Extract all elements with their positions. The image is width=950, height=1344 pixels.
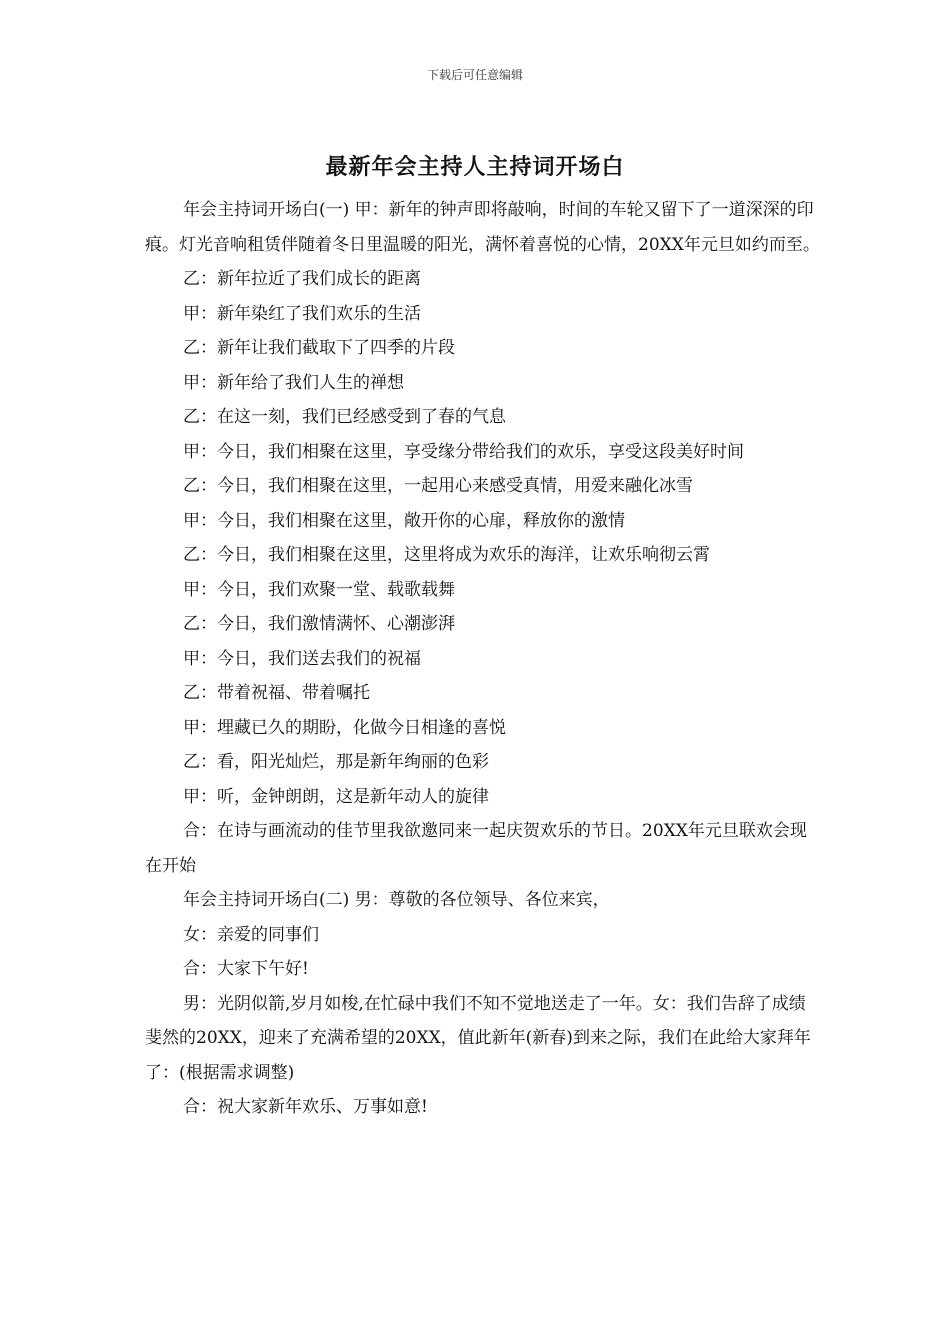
paragraph: 甲：埋藏已久的期盼，化做今日相逢的喜悦 — [183, 717, 506, 738]
paragraph: 乙：看，阳光灿烂，那是新年绚丽的色彩 — [183, 752, 489, 772]
paragraph: 乙：新年拉近了我们成长的距离 — [183, 269, 421, 289]
page-header: 下载后可任意编辑 — [426, 68, 523, 82]
paragraph: 合：祝大家新年欢乐、万事如意! — [183, 1097, 428, 1117]
paragraph: 甲：今日，我们相聚在这里，享受缘分带给我们的欢乐，享受这段美好时间 — [183, 441, 744, 462]
paragraph: 女：亲爱的同事们 — [183, 924, 319, 945]
paragraph: 甲：新年染红了我们欢乐的生活 — [183, 303, 421, 324]
paragraph: 男：光阴似箭,岁月如梭,在忙碌中我们不知不觉地送走了一年。女：我们告辞了成绩斐然的20XX，迎来了充满希望的20XX，值此新年(新春)到来之际，我们在此给大家拜年了：(根据需求调整) — [145, 993, 811, 1083]
paragraph: 乙：今日，我们激情满怀、心潮澎湃 — [183, 614, 455, 634]
paragraph: 乙：今日，我们相聚在这里，这里将成为欢乐的海洋，让欢乐响彻云霄 — [183, 545, 710, 565]
document-title: 最新年会主持人主持词开场白 — [325, 155, 625, 180]
paragraph: 甲：今日，我们欢聚一堂、载歌载舞 — [183, 579, 455, 600]
document-body — [145, 193, 820, 1125]
paragraph: 乙：今日，我们相聚在这里，一起用心来感受真情，用爱来融化冰雪 — [183, 476, 693, 496]
paragraph: 乙：带着祝福、带着嘱托 — [183, 683, 370, 703]
paragraph: 甲：今日，我们送去我们的祝福 — [183, 648, 421, 669]
paragraph: 年会主持词开场白(一) 甲：新年的钟声即将敲响，时间的车轮又留下了一道深深的印痕。灯光音响租赁伴随着冬日里温暖的阳光，满怀着喜悦的心情，20XX年元旦如约而至。 — [145, 200, 820, 255]
paragraph: 甲：新年给了我们人生的禅想 — [183, 372, 404, 393]
paragraph: 合：在诗与画流动的佳节里我欲邀同来一起庆贺欢乐的节日。20XX年元旦联欢会现在开始 — [145, 821, 807, 876]
paragraph: 乙：在这一刻，我们已经感受到了春的气息 — [183, 407, 506, 427]
paragraph: 合：大家下午好! — [183, 959, 309, 979]
paragraph: 乙：新年让我们截取下了四季的片段 — [183, 338, 455, 358]
paragraph: 甲：听，金钟朗朗，这是新年动人的旋律 — [183, 786, 489, 807]
paragraph: 甲：今日，我们相聚在这里，敞开你的心扉，释放你的激情 — [183, 510, 625, 531]
paragraph: 年会主持词开场白(二) 男：尊敬的各位领导、各位来宾， — [183, 890, 610, 910]
